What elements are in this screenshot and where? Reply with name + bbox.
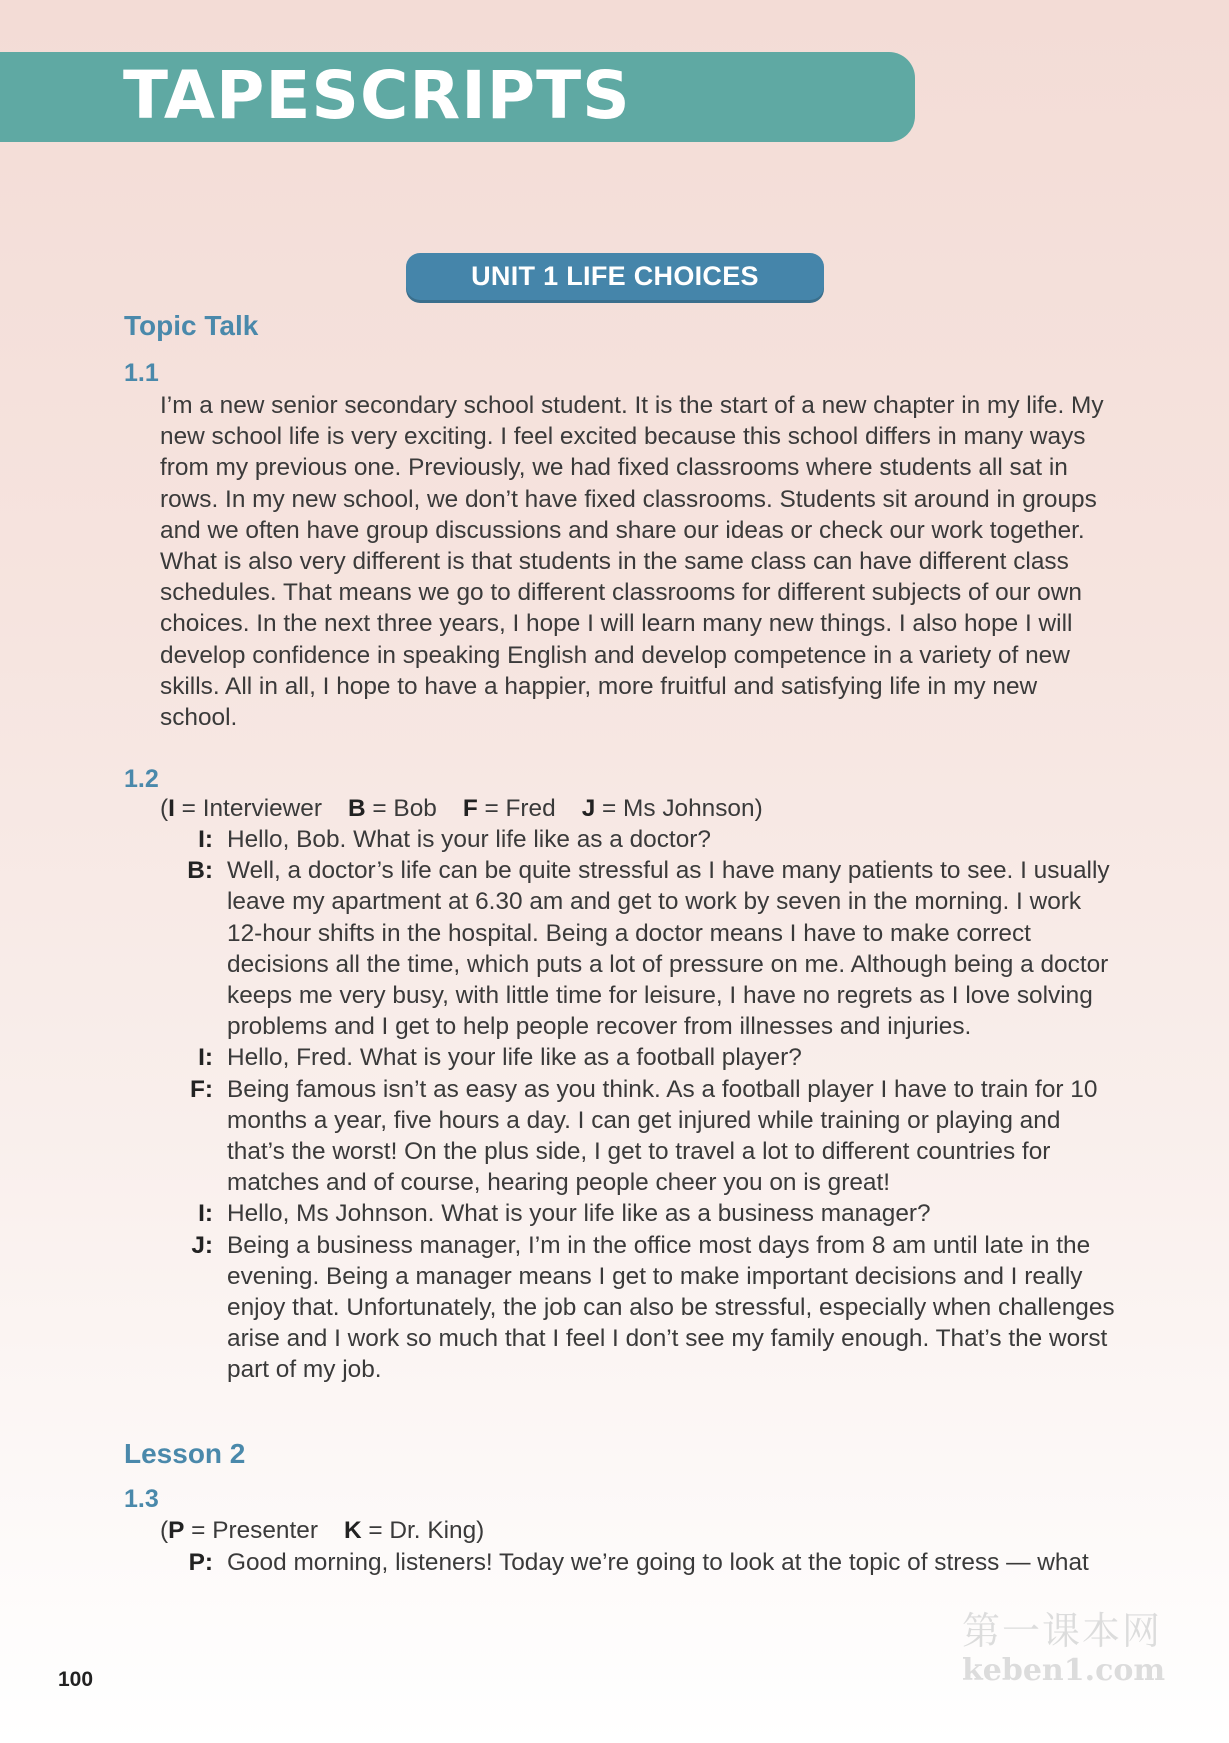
speaker-label: J: [191,1231,213,1259]
dialogue-line [160,1547,1120,1578]
dialogue-text: Well, a doctor’s life can be quite stressful as I have many patients to see. I usually leave my apartment at 6.30 am and get to work by seven in the morning. I work 12-hour shifts in the hospital. Being a doctor means I have to make correct decisions all the time, which puts a lot of pressure on me. Although being a doctor keeps me very busy, with little time for leisure, I have no regrets as I love solving problems and I get to help people recover from illnesses and injuries. [227,857,1110,1041]
section-title-lesson-2: Lesson 2 [124,1438,246,1469]
dialogue-line [160,855,1120,1042]
dialogue-line [160,824,1120,855]
dialogue-1-3 [160,1547,1120,1578]
speaker-label: F: [189,1075,213,1103]
track-number-1-1: 1.1 [124,359,159,387]
dialogue-text: Being famous isn’t as easy as you think. As a football player I have to train for 10 months a year, five hours a day. I can get injured while training or playing and that’s the worst! On the plus side, I get to travel a lot to different countries for matches and of course, hearing people cheer you on is great! [227,1075,1098,1197]
track-number-1-2: 1.2 [124,765,159,793]
watermark-cn: 第一课本网 [962,1609,1163,1653]
dialogue-line [160,1074,1120,1199]
section-title-topic-talk: Topic Talk [124,310,259,341]
dialogue-line [160,1198,1120,1229]
dialogue-line [160,1042,1120,1073]
dialogue-1-2 [160,824,1120,1386]
dialogue-text: Hello, Fred. What is your life like as a football player? [227,1044,802,1072]
dialogue-text: Being a business manager, I’m in the office most days from 8 am until late in the evening. Being a manager means I get to make important decisions and I really enjoy that. Unfortunately, the job can also be stressful, especially when challenges arise and I work so much that I feel I don’t see my family enough. That’s the worst part of my job. [227,1231,1115,1384]
dialogue-text: Hello, Bob. What is your life like as a doctor? [227,826,711,853]
speaker-label: I: [198,1044,213,1072]
track-number-1-3: 1.3 [124,1485,159,1513]
speaker-label: B: [187,857,213,885]
speaker-legend: (P = Presenter K = Dr. King) [160,1517,485,1544]
page-number: 100 [58,1668,94,1691]
speaker-label: I: [198,826,213,853]
dialogue-text: Hello, Ms Johnson. What is your life like as a business manager? [227,1200,931,1228]
speaker-label: P: [188,1549,213,1576]
dialogue-text: Good morning, listeners! Today we’re going to look at the topic of stress — what [227,1549,1089,1576]
page-title: TAPESCRIPTS [123,57,631,134]
tapescript-paragraph: I’m a new senior secondary school student. It is the start of a new chapter in my life. My new school life is very exciting. I feel excited because this school differs in many ways from my previous one. Previously, we had fixed classrooms where students all sat in rows. In my new school, we don’t have fixed classrooms. Students sit around in groups and we often have group discussions and share our ideas or check our work together. What is also very different is that students in the same class can have different class schedules. That means we go to different classrooms for different subjects of our own choices. In the next three years, I hope I will learn many new things. I also hope I will develop confidence in speaking English and develop competence in a variety of new skills. All in all, I hope to have a happier, more fruitful and satisfying life in my new school. [160,392,1104,732]
watermark-en: keben1.com [962,1652,1166,1688]
unit-heading: UNIT 1 LIFE CHOICES [406,253,824,300]
dialogue-line [160,1230,1120,1386]
watermark [962,1609,1166,1688]
speaker-legend: (I = Interviewer B = Bob F = Fred J = Ms Johnson) [160,795,763,822]
speaker-label: I: [198,1200,213,1228]
